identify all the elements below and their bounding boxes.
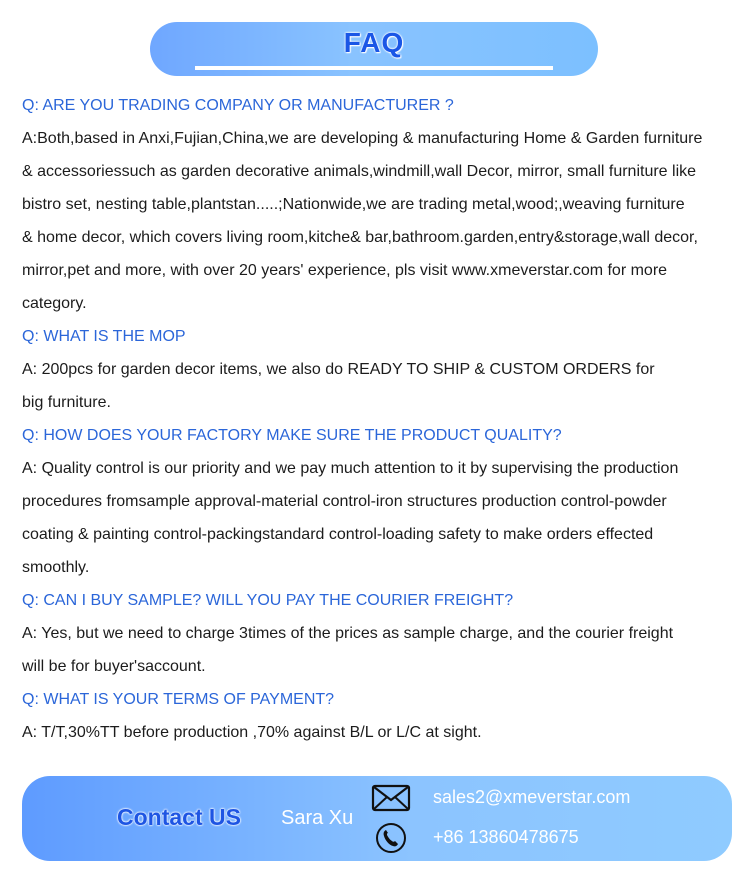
faq-answer-line: A: Yes, but we need to charge 3times of the prices as sample charge, and the courier freight: [22, 625, 674, 642]
faq-title-underline: [195, 66, 553, 70]
faq-answer-line: mirror,pet and more, with over 20 years' experience, pls visit www.xmeverstar.com for more: [22, 262, 668, 279]
faq-answer-line: category.: [22, 295, 87, 312]
phone-icon: [375, 822, 407, 854]
contact-phone[interactable]: +86 13860478675: [433, 827, 579, 847]
faq-list: [22, 89, 734, 749]
contact-heading: Contact US: [117, 804, 241, 830]
faq-question: Q: HOW DOES YOUR FACTORY MAKE SURE THE PRODUCT QUALITY?: [22, 427, 562, 444]
faq-answer-line: A: 200pcs for garden decor items, we also do READY TO SHIP & CUSTOM ORDERS for: [22, 361, 655, 378]
faq-answer-line: coating & painting control-packingstandard control-loading safety to make orders effected: [22, 526, 654, 543]
faq-question: Q: ARE YOU TRADING COMPANY OR MANUFACTURER ?: [22, 97, 454, 114]
faq-title: FAQ: [343, 27, 405, 58]
faq-answer-line: A: Quality control is our priority and we pay much attention to it by supervising the production: [22, 460, 679, 477]
faq-answer-line: A: T/T,30%TT before production ,70% against B/L or L/C at sight.: [22, 724, 482, 741]
faq-answer-line: & home decor, which covers living room,kitche& bar,bathroom.garden,entry&storage,wall decor,: [22, 229, 698, 246]
faq-question: Q: WHAT IS YOUR TERMS OF PAYMENT?: [22, 691, 335, 708]
faq-answer-line: & accessoriessuch as garden decorative animals,windmill,wall Decor, mirror, small furniture like: [22, 163, 697, 180]
contact-name: Sara Xu: [281, 807, 354, 829]
faq-answer-line: bistro set, nesting table,plantstan.....;Nationwide,we are trading metal,wood;,weaving furniture: [22, 196, 685, 213]
contact-email[interactable]: sales2@xmeverstar.com: [433, 787, 631, 807]
contact-banner: [22, 776, 732, 861]
faq-answer-line: big furniture.: [22, 394, 111, 411]
faq-question: Q: CAN I BUY SAMPLE? WILL YOU PAY THE COURIER FREIGHT?: [22, 592, 514, 609]
faq-banner: [150, 22, 598, 76]
faq-answer-line: procedures fromsample approval-material control-iron structures production control-powder: [22, 493, 667, 510]
faq-answer-line: smoothly.: [22, 559, 90, 576]
faq-answer-line: A:Both,based in Anxi,Fujian,China,we are developing & manufacturing Home & Garden furniture: [22, 130, 703, 147]
faq-answer-line: will be for buyer'saccount.: [22, 658, 206, 675]
faq-question: Q: WHAT IS THE MOP: [22, 328, 186, 345]
envelope-icon: [371, 784, 411, 812]
